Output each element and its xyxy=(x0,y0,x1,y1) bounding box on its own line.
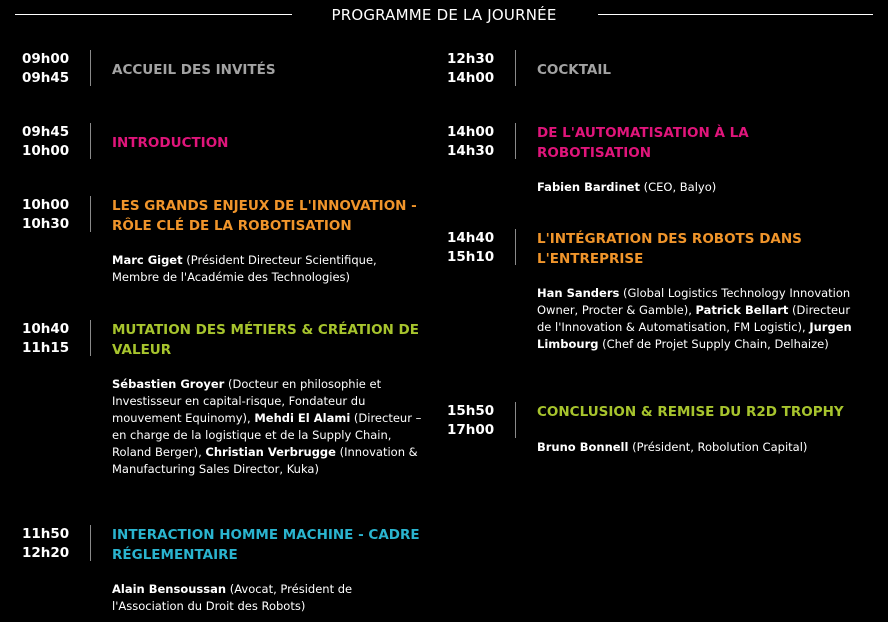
speaker-name: Bruno Bonnell xyxy=(537,439,629,454)
session-content xyxy=(537,403,867,456)
end-time: 14h30 xyxy=(447,143,495,159)
end-time: 14h00 xyxy=(447,70,495,86)
start-time: 12h30 xyxy=(447,51,495,67)
start-time: 09h00 xyxy=(22,51,70,67)
speaker-role: (Innovation & Manufacturing Sales Director, Kuka) xyxy=(112,445,418,476)
end-time: 12h20 xyxy=(22,545,70,561)
speaker-name: Jurgen Limbourg xyxy=(537,320,852,351)
end-time: 15h10 xyxy=(447,249,495,265)
time-range xyxy=(22,123,82,161)
speaker-name: Han Sanders xyxy=(537,286,620,300)
time-range xyxy=(447,229,507,267)
start-time: 14h00 xyxy=(447,124,495,140)
session-content xyxy=(537,61,867,81)
speaker-list xyxy=(537,179,867,196)
speaker-role: (CEO, Balyo) xyxy=(639,180,717,194)
schedule-item xyxy=(447,50,867,86)
time-divider xyxy=(90,123,91,159)
page-title: PROGRAMME DE LA JOURNÉE xyxy=(331,6,557,24)
session-content xyxy=(112,61,422,81)
speaker-name: Patrick Bellart xyxy=(695,303,789,317)
time-range xyxy=(447,402,507,440)
session-content xyxy=(112,197,422,286)
time-range xyxy=(22,320,82,358)
speaker-name: Fabien Bardinet xyxy=(537,180,640,194)
header-rule-right xyxy=(598,14,873,15)
time-divider xyxy=(515,229,516,265)
speaker-role: (Chef de Projet Supply Chain, Delhaize) xyxy=(598,337,829,351)
speaker-name: Mehdi El Alami xyxy=(254,411,351,425)
start-time: 09h45 xyxy=(22,124,70,140)
session-content xyxy=(537,124,867,196)
speaker-list xyxy=(112,581,422,615)
start-time: 10h00 xyxy=(22,197,70,213)
session-title: L'INTÉGRATION DES ROBOTS DANS L'ENTREPRISE xyxy=(537,231,802,267)
speaker-role: (Global Logistics Technology Innovation Owner, Procter & Gamble), xyxy=(537,286,851,317)
speaker-role: (Directeur de l'Innovation & Automatisation, FM Logistic), xyxy=(537,303,851,334)
schedule-item xyxy=(22,50,422,86)
session-title: DE L'AUTOMATISATION À LA ROBOTISATION xyxy=(537,125,749,161)
schedule-item xyxy=(22,525,422,615)
time-divider xyxy=(90,320,91,356)
time-range xyxy=(22,525,82,563)
start-time: 14h40 xyxy=(447,230,495,246)
time-divider xyxy=(90,525,91,561)
speaker-role: (Directeur – en charge de la logistique et de la Supply Chain, Roland Berger), xyxy=(112,411,422,459)
session-content xyxy=(112,321,422,478)
session-title: ACCUEIL DES INVITÉS xyxy=(112,62,276,78)
session-title: MUTATION DES MÉTIERS & CRÉATION DE VALEUR xyxy=(112,322,419,358)
schedule-item xyxy=(447,229,867,353)
start-time: 15h50 xyxy=(447,403,495,419)
time-range xyxy=(22,50,82,88)
end-time: 11h15 xyxy=(22,340,70,356)
session-title: CONCLUSION & REMISE DU R2D TROPHY xyxy=(537,404,844,420)
speaker-list xyxy=(537,285,867,353)
speaker-name: Alain Bensoussan xyxy=(112,582,227,596)
programme-header xyxy=(0,0,888,32)
time-divider xyxy=(90,196,91,232)
speaker-name: Marc Giget xyxy=(112,253,183,267)
speaker-role: (Avocat, Président de l'Association du Droit des Robots) xyxy=(112,582,353,613)
speaker-role: (Président, Robolution Capital) xyxy=(628,439,808,454)
schedule-item xyxy=(447,123,867,196)
session-title: LES GRANDS ENJEUX DE L'INNOVATION - RÔLE CLÉ DE LA ROBOTISATION xyxy=(112,198,417,234)
end-time: 09h45 xyxy=(22,70,70,86)
time-range xyxy=(447,123,507,161)
time-divider xyxy=(515,50,516,86)
speaker-name: Sébastien Groyer xyxy=(112,377,225,391)
session-title: INTERACTION HOMME MACHINE - CADRE RÉGLEMENTAIRE xyxy=(112,527,420,563)
end-time: 17h00 xyxy=(447,422,495,438)
speaker-role: (Docteur en philosophie et Investisseur en capital-risque, Fondateur du mouvement Equinomy), xyxy=(112,377,382,425)
end-time: 10h00 xyxy=(22,143,70,159)
schedule-item xyxy=(22,196,422,286)
time-range xyxy=(22,196,82,234)
start-time: 10h40 xyxy=(22,321,70,337)
time-divider xyxy=(515,123,516,159)
session-content xyxy=(537,230,867,353)
speaker-list xyxy=(112,376,422,478)
speaker-list xyxy=(112,252,422,286)
schedule-item xyxy=(22,320,422,478)
speaker-name: Christian Verbrugge xyxy=(205,445,336,459)
time-divider xyxy=(90,50,91,86)
time-range xyxy=(447,50,507,88)
session-content xyxy=(112,134,422,154)
schedule-item xyxy=(22,123,422,159)
session-content xyxy=(112,526,422,615)
speaker-list xyxy=(537,439,867,456)
time-divider xyxy=(515,402,516,438)
speaker-role: (Président Directeur Scientifique, Membre de l'Académie des Technologies) xyxy=(112,253,377,284)
session-title: COCKTAIL xyxy=(537,62,611,78)
end-time: 10h30 xyxy=(22,216,70,232)
session-title: INTRODUCTION xyxy=(112,135,229,151)
start-time: 11h50 xyxy=(22,526,70,542)
schedule-item xyxy=(447,402,867,456)
